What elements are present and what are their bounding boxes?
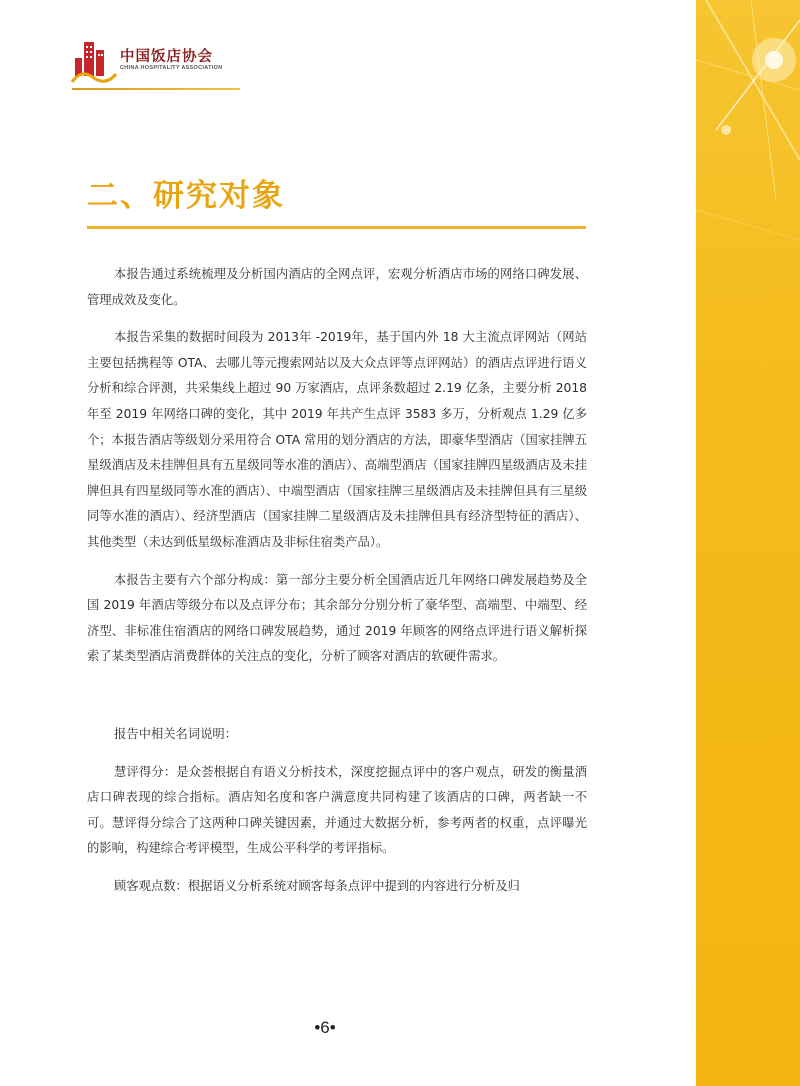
hotel-building-logo-icon: [70, 38, 118, 86]
light-rays-graphic: [696, 0, 800, 1086]
header-divider: [72, 88, 240, 90]
org-name-cn: 中国饭店协会: [120, 48, 213, 65]
paragraph-glossary-heading: 报告中相关名词说明：: [114, 726, 238, 741]
decorative-side-stripe: [696, 0, 800, 1086]
org-name-en: CHINA HOSPITALITY ASSOCIATION: [120, 65, 223, 71]
title-underline: [87, 226, 586, 229]
paragraph-huiping-score: 慧评得分：是众荟根据自有语义分析技术，深度挖掘点评中的客户观点，研发的衡量酒店口碑表现的综合指标。酒店知名度和客户满意度共同构建了该酒店的口碑，两者缺一不可。慧评得分综合了这两种口碑关键因素，并通过大数据分析，参考两者的权重，点评曝光的影响，构建综合考评模型，生成公平科学的考评指标。: [87, 764, 587, 856]
page-number: •6•: [314, 1018, 336, 1037]
paragraph-intro: 本报告通过系统梳理及分析国内酒店的全网点评，宏观分析酒店市场的网络口碑发展、管理成效及变化。: [87, 267, 587, 307]
section-title: 二、研究对象: [87, 178, 285, 214]
paragraph-opinion-count: 顾客观点数：根据语义分析系统对顾客每条点评中提到的内容进行分析及归: [114, 878, 520, 893]
association-logo: [70, 38, 240, 94]
paragraph-data-scope: 本报告采集的数据时间段为 2013年 -2019年，基于国内外 18 大主流点评网站（网站主要包括携程等 OTA、去哪儿等元搜索网站以及大众点评等点评网站）的酒店点评进行语义分析和综合评测，共采集线上超过 90 万家酒店，点评条数超过 2.19 亿条，主要分析 2018 年至 2019 年网络口碑的变化，其中 2019 年共产生点评 3583 多万，分析观点 1.29 亿多个；本报告酒店等级划分采用符合 OTA 常用的划分酒店的方法，即豪华型酒店（国家挂牌五星级酒店及未挂牌但具有五星级同等水准的酒店）、高端型酒店（国家挂牌四星级酒店及未挂牌但具有四星级同等水准的酒店）、中端型酒店（国家挂牌三星级酒店及未挂牌但具有三星级同等水准的酒店）、经济型酒店（国家挂牌二星级酒店及未挂牌但具有经济型特征的酒店）、其他类型（未达到低星级标准酒店及非标住宿类产品）。: [87, 330, 587, 549]
body-text: [87, 262, 587, 899]
paragraph-structure: 本报告主要有六个部分构成：第一部分主要分析全国酒店近几年网络口碑发展趋势及全国 2019 年酒店等级分布以及点评分布；其余部分分别分析了豪华型、高端型、中端型、经济型、非标准住宿酒店的网络口碑发展趋势，通过 2019 年顾客的网络点评进行语义解析探索了某类型酒店消费群体的关注点的变化，分析了顾客对酒店的软硬件需求。: [87, 572, 587, 664]
